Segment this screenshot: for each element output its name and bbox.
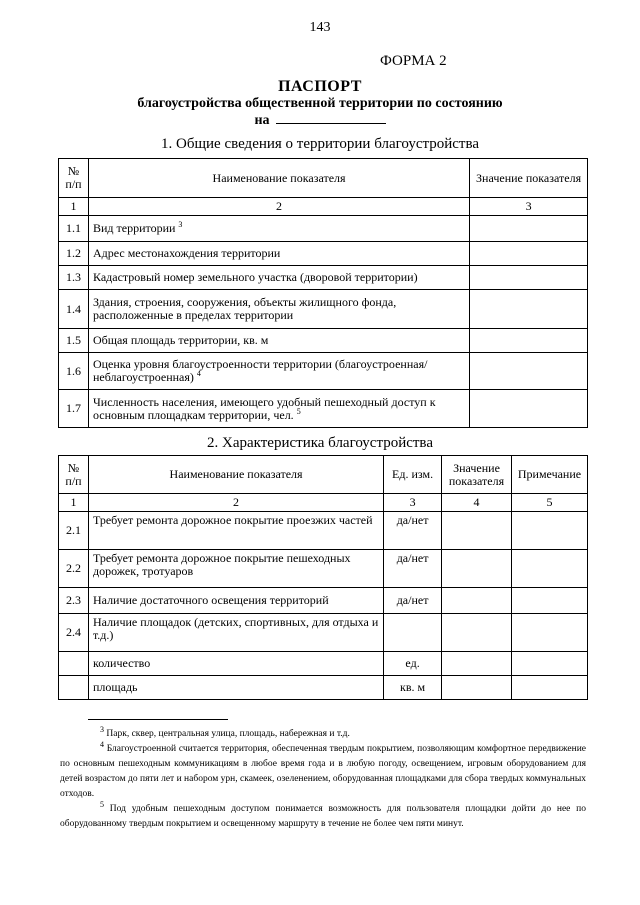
table-row xyxy=(59,614,588,652)
row-name: Общая площадь территории, кв. м xyxy=(88,329,469,353)
footnote-4: $^4$ Благоустроенной считается территория, обеспеченная твердым покрытием, позволяющим комфортное передвижение по основным пешеходным коммуникациям в любое время года и в любую погоду, освещением, игровым оборудованием для детей возрастом до пяти лет и набором урн, скамеек, озеленением, оборудованная площадками для сбора твердых коммунальных отходов. xyxy=(60,739,586,799)
row-num: 1.1 xyxy=(59,216,89,242)
row-value-cell[interactable] xyxy=(470,266,588,290)
row-name: количество xyxy=(88,652,383,676)
row-value-cell[interactable] xyxy=(470,390,588,428)
subtitle-line-1: благоустройства общественной территории по состоянию xyxy=(137,96,503,111)
col-number: 1 xyxy=(59,198,89,216)
footnote-3: $^3$ Парк, сквер, центральная улица, площадь, набережная и т.д. xyxy=(100,724,350,739)
footnote-number: 3 xyxy=(100,724,104,734)
row-name: Наличие площадок (детских, спортивных, для отдыха и т.д.) xyxy=(88,614,383,652)
row-name: Требует ремонта дорожное покрытие пешеходных дорожек, тротуаров xyxy=(88,550,383,588)
subtitle-line-2 xyxy=(0,111,640,128)
row-num: 2.3 xyxy=(59,588,89,614)
header-num: № п/п xyxy=(59,456,89,494)
row-num xyxy=(59,676,89,700)
header-name: Наименование показателя xyxy=(88,456,383,494)
row-value-cell[interactable] xyxy=(442,652,512,676)
row-value-cell[interactable] xyxy=(442,512,512,550)
row-num xyxy=(59,652,89,676)
row-unit: ед. xyxy=(384,652,442,676)
footnotes xyxy=(60,724,586,832)
row-note-cell[interactable] xyxy=(511,614,587,652)
header-note: Примечание xyxy=(511,456,587,494)
row-num: 1.3 xyxy=(59,266,89,290)
header-value: Значение показателя xyxy=(442,456,512,494)
row-note-cell[interactable] xyxy=(511,512,587,550)
subtitle-on-label: на xyxy=(254,113,270,128)
row-value-cell[interactable] xyxy=(470,353,588,390)
document-title: ПАСПОРТ xyxy=(278,78,362,95)
table-row xyxy=(59,512,588,550)
row-unit: да/нет xyxy=(384,550,442,588)
row-value-cell[interactable] xyxy=(470,290,588,329)
row-name: Кадастровый номер земельного участка (дворовой территории) xyxy=(88,266,469,290)
row-name: Вид территории $^3$ xyxy=(88,216,469,242)
row-unit: да/нет xyxy=(384,588,442,614)
page-number: 143 xyxy=(309,20,331,35)
row-value-cell[interactable] xyxy=(470,329,588,353)
row-value-cell[interactable] xyxy=(470,216,588,242)
col-number: 5 xyxy=(511,494,587,512)
row-note-cell[interactable] xyxy=(511,652,587,676)
row-note-cell[interactable] xyxy=(511,588,587,614)
col-number: 3 xyxy=(384,494,442,512)
table-row xyxy=(59,652,588,676)
date-blank-line xyxy=(276,111,386,124)
header-value: Значение показателя xyxy=(470,159,588,198)
table-row xyxy=(59,588,588,614)
footnote-5: $^5$ Под удобным пешеходным доступом понимается возможность для пользователя площадки дойти до нее по оборудованному твердым покрытием и освещенному маршруту в течение не более чем пяти минут. xyxy=(60,799,586,829)
row-value-cell[interactable] xyxy=(442,614,512,652)
header-unit: Ед. изм. xyxy=(384,456,442,494)
col-number: 2 xyxy=(88,494,383,512)
footnote-number: 5 xyxy=(100,799,104,809)
table-row xyxy=(59,216,588,242)
row-num: 1.2 xyxy=(59,242,89,266)
table-row xyxy=(59,242,588,266)
footnote-ref: 5 xyxy=(296,406,301,416)
row-num: 2.4 xyxy=(59,614,89,652)
table-row xyxy=(59,353,588,390)
table-row xyxy=(59,329,588,353)
table-row xyxy=(59,290,588,329)
row-unit: да/нет xyxy=(384,512,442,550)
col-number: 3 xyxy=(470,198,588,216)
footnote-number: 4 xyxy=(100,739,104,749)
row-name: Численность населения, имеющего удобный пешеходный доступ к основным площадкам территории, чел. $^5$ xyxy=(88,390,469,428)
row-note-cell[interactable] xyxy=(511,676,587,700)
row-name: Требует ремонта дорожное покрытие проезжих частей xyxy=(88,512,383,550)
row-value-cell[interactable] xyxy=(470,242,588,266)
row-num: 1.5 xyxy=(59,329,89,353)
table-row xyxy=(59,676,588,700)
row-name: Оценка уровня благоустроенности территории (благоустроенная/неблагоустроенная) $^4$ xyxy=(88,353,469,390)
row-note-cell[interactable] xyxy=(511,550,587,588)
improvement-characteristics-table xyxy=(58,455,588,700)
row-name: Адрес местонахождения территории xyxy=(88,242,469,266)
table-row xyxy=(59,550,588,588)
footnote-separator xyxy=(88,719,228,720)
row-num: 1.6 xyxy=(59,353,89,390)
row-num: 1.7 xyxy=(59,390,89,428)
row-num: 1.4 xyxy=(59,290,89,329)
col-number: 1 xyxy=(59,494,89,512)
col-number: 2 xyxy=(88,198,469,216)
table-row xyxy=(59,390,588,428)
general-info-table xyxy=(58,158,588,428)
row-num: 2.2 xyxy=(59,550,89,588)
row-unit: кв. м xyxy=(384,676,442,700)
row-value-cell[interactable] xyxy=(442,588,512,614)
document-subtitle xyxy=(0,96,640,128)
header-num: № п/п xyxy=(59,159,89,198)
footnote-ref: 3 xyxy=(178,220,183,229)
row-name: Здания, строения, сооружения, объекты жилищного фонда, расположенные в пределах территории xyxy=(88,290,469,329)
header-name: Наименование показателя xyxy=(88,159,469,198)
form-label: ФОРМА 2 xyxy=(380,53,447,69)
row-unit xyxy=(384,614,442,652)
row-value-cell[interactable] xyxy=(442,550,512,588)
row-name: площадь xyxy=(88,676,383,700)
section-1-title: 1. Общие сведения о территории благоустройства xyxy=(161,136,479,152)
footnote-ref: 4 xyxy=(196,369,201,378)
table-row xyxy=(59,266,588,290)
col-number: 4 xyxy=(442,494,512,512)
section-2-title: 2. Характеристика благоустройства xyxy=(207,435,433,451)
row-name: Наличие достаточного освещения территорий xyxy=(88,588,383,614)
row-value-cell[interactable] xyxy=(442,676,512,700)
row-num: 2.1 xyxy=(59,512,89,550)
